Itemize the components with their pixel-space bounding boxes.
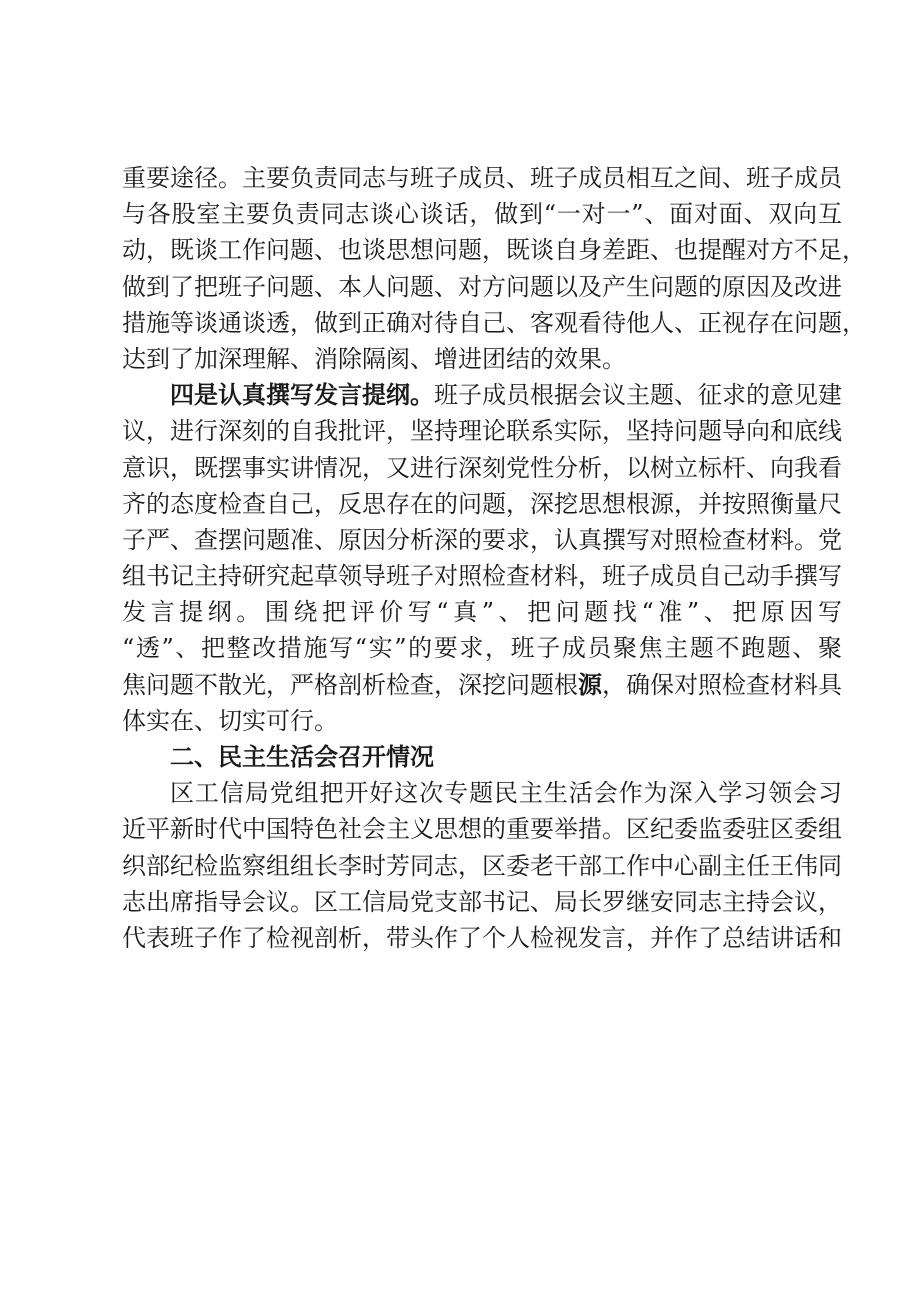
paragraph-2-line-5: 子严、查摆问题准、原因分析深的要求，认真撰写对照检查材料。党 <box>122 525 842 554</box>
document-body <box>122 160 866 956</box>
paragraph-2-heading: 四是认真撰写发言提纲。 <box>170 380 434 410</box>
paragraph-1-line-1: 重要途径。主要负责同志与班子成员、班子成员相互之间、班子成员 <box>122 164 842 192</box>
paragraph-3-line-2: 近平新时代中国特色社会主义思想的重要举措。区纪委监委驻区委组 <box>122 815 842 844</box>
paragraph-2-line-3: 意识，既摆事实讲情况，又进行深刻党性分析，以树立标杆、向我看 <box>122 453 842 482</box>
paragraph-2-line-9-end: ，确保对照检查材料具 <box>602 670 842 699</box>
paragraph-2-line-2: 议，进行深刻的自我批评，坚持理论联系实际，坚持问题导向和底线 <box>122 417 842 446</box>
paragraph-1-line-5: 措施等谈通谈透，做到正确对待自己、客观看待他人、正视存在问题， <box>122 308 866 337</box>
paragraph-2-line-6: 组书记主持研究起草领导班子对照检查材料，班子成员自己动手撰写 <box>122 562 842 591</box>
paragraph-2-line-9-start: 焦问题不散光，严格剖析检查，深挖问题根 <box>122 670 578 699</box>
paragraph-2-line-8: “透”、把整改措施写“实”的要求，班子成员聚焦主题不跑题、聚 <box>122 634 842 663</box>
paragraph-1-line-6: 达到了加深理解、消除隔阂、增进团结的效果。 <box>122 344 626 373</box>
paragraph-2-bold-char: 源 <box>578 669 602 699</box>
paragraph-1-line-4: 做到了把班子问题、本人问题、对方问题以及产生问题的原因及改进 <box>122 272 842 301</box>
paragraph-3-line-3: 织部纪检监察组组长李时芳同志，区委老干部工作中心副主任王伟同 <box>122 851 842 880</box>
paragraph-3-line-5: 代表班子作了检视剖析，带头作了个人检视发言，并作了总结讲话和 <box>122 923 842 952</box>
paragraph-2-line-10: 体实在、切实可行。 <box>122 706 338 735</box>
paragraph-3-line-4: 志出席指导会议。区工信局党支部书记、局长罗继安同志主持会议， <box>122 887 842 916</box>
paragraph-2-line-9 <box>122 667 842 703</box>
paragraph-2-line-1 <box>122 377 842 413</box>
paragraph-3-line-1: 区工信局党组把开好这次专题民主生活会作为深入学习领会习 <box>170 779 842 808</box>
paragraph-2-line-4: 齐的态度检查自己，反思存在的问题，深挖思想根源，并按照衡量尺 <box>122 489 842 518</box>
section-heading: 二、民主生活会召开情况 <box>170 742 434 771</box>
paragraph-1-line-3: 动，既谈工作问题、也谈思想问题，既谈自身差距、也提醒对方不足， <box>122 236 866 265</box>
paragraph-1-line-2: 与各股室主要负责同志谈心谈话，做到“一对一”、面对面、双向互 <box>122 200 842 229</box>
paragraph-2-first-line-text: 班子成员根据会议主题、征求的意见建 <box>434 381 842 410</box>
paragraph-2-line-7: 发言提纲。围绕把评价写“真”、把问题找“准”、把原因写 <box>122 598 842 627</box>
